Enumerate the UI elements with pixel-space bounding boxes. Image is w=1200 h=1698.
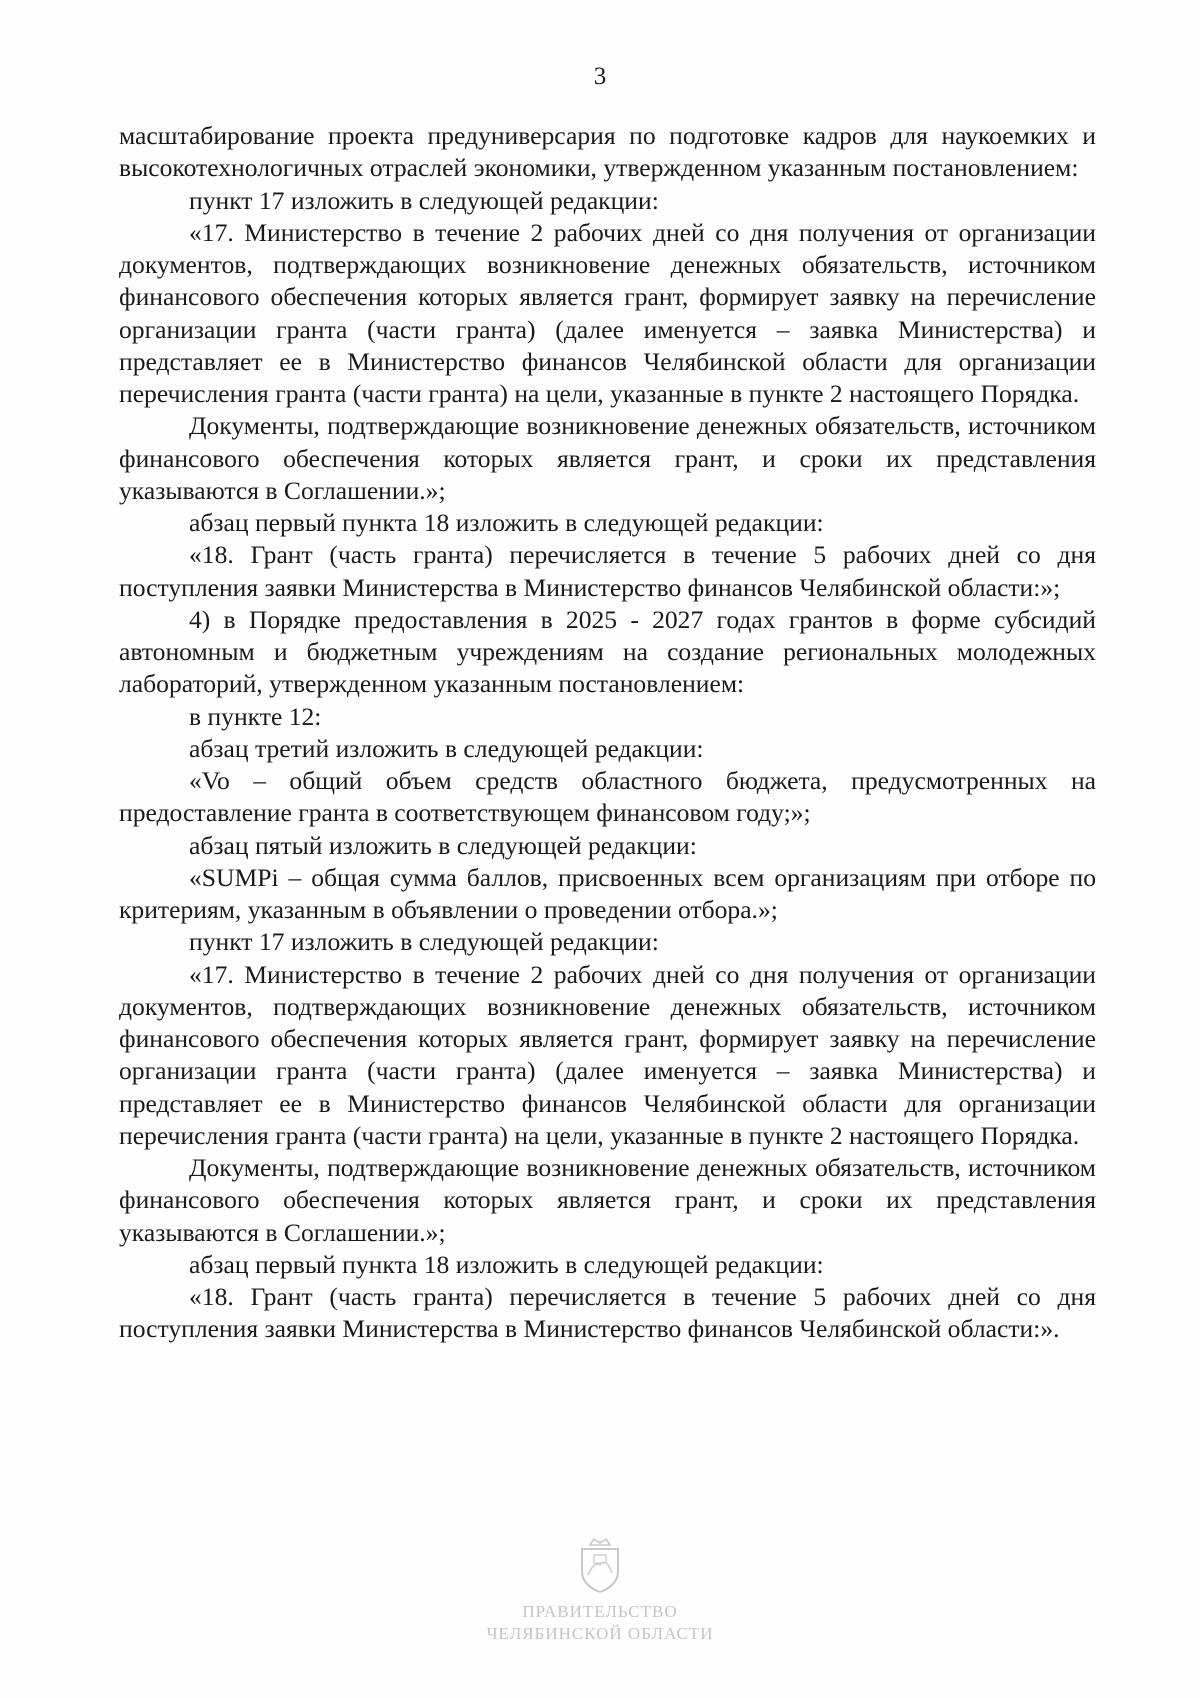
paragraph: абзац пятый изложить в следующей редакции: — [189, 830, 697, 860]
paragraph: «17. Министерство в течение 2 рабочих дней со дня получения от организации документов, подтверждающих возникновение денежных обязательств, источником финансового обеспечения которых является грант, формирует заявку на перечисление организации гранта (части гранта) (далее именуется – заявка Министерства) и представляет ее в Министерство финансов Челябинской области для организации перечисления гранта (части гранта) на цели, указанные в пункте 2 настоящего Порядка. — [119, 959, 1096, 1150]
government-seal — [0, 1535, 1200, 1645]
coat-of-arms-icon — [572, 1535, 628, 1595]
paragraph: «18. Грант (часть гранта) перечисляется в течение 5 рабочих дней со дня поступления заявки Министерства в Министерство финансов Челябинской области:»; — [119, 540, 1096, 602]
paragraph: «18. Грант (часть гранта) перечисляется в течение 5 рабочих дней со дня поступления заявки Министерства в Министерство финансов Челябинской области:». — [119, 1282, 1096, 1344]
paragraph: Документы, подтверждающие возникновение денежных обязательств, источником финансового обеспечения которых является грант, и сроки их представления указываются в Соглашении.»; — [119, 1153, 1096, 1247]
paragraph: «SUMPi – общая сумма баллов, присвоенных всем организациям при отборе по критериям, указанным в объявлении о проведении отбора.»; — [119, 862, 1096, 924]
seal-line-2: ЧЕЛЯБИНСКОЙ ОБЛАСТИ — [486, 1624, 714, 1643]
paragraph: пункт 17 изложить в следующей редакции: — [189, 185, 659, 215]
paragraph: масштабирование проекта предуниверсария по подготовке кадров для наукоемких и высокотехнологичных отраслей экономики, утвержденном указанным постановлением: — [119, 121, 1096, 183]
paragraph: абзац первый пункта 18 изложить в следующей редакции: — [189, 508, 824, 537]
seal-line-1: ПРАВИТЕЛЬСТВО — [522, 1602, 678, 1621]
paragraph: в пункте 12: — [189, 701, 322, 731]
paragraph: пункт 17 изложить в следующей редакции: — [189, 927, 659, 957]
paragraph: 4) в Порядке предоставления в 2025 - 2027 годах грантов в форме субсидий автономным и бюджетным учреждениям на создание региональных молодежных лабораторий, утвержденном указанным постановлением: — [119, 604, 1096, 699]
paragraph: «17. Министерство в течение 2 рабочих дней со дня получения от организации документов, подтверждающих возникновение денежных обязательств, источником финансового обеспечения которых является грант, формирует заявку на перечисление организации гранта (части гранта) (далее именуется – заявка Министерства) и представляет ее в Министерство финансов Челябинской области для организации перечисления гранта (части гранта) на цели, указанные в пункте 2 настоящего Порядка. — [119, 217, 1096, 408]
page-number: 3 — [593, 63, 607, 90]
document-body — [119, 120, 1096, 1346]
paragraph: абзац первый пункта 18 изложить в следующей редакции: — [189, 1249, 824, 1279]
paragraph: абзац третий изложить в следующей редакции: — [189, 733, 704, 763]
paragraph: «Vo – общий объем средств областного бюджета, предусмотренных на предоставление гранта в соответствующем финансовом году;»; — [119, 766, 1096, 828]
paragraph: Документы, подтверждающие возникновение денежных обязательств, источником финансового обеспечения которых является грант, и сроки их представления указываются в Соглашении.»; — [119, 411, 1096, 505]
